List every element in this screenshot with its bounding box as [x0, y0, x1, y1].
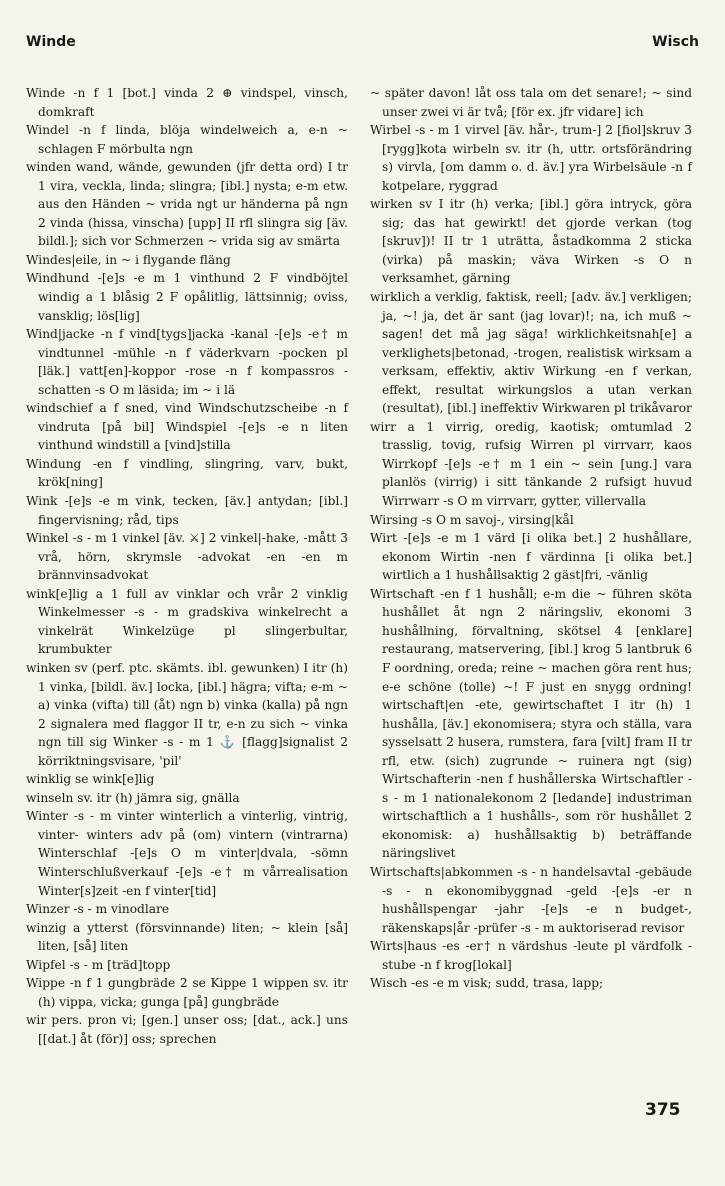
entry: wirken sv I itr (h) verka; [ibl.] göra intryck, göra sig; das hat gewirkt! det gjorde verkan (tog [skruv])! II tr 1 uträtta, åstadkomma 2 sticka (virka) på maskin; väva Wirken -s O n verksamhet, gärning — [370, 197, 692, 286]
entry: Wink -[e]s -e m vink, tecken, [äv.] antydan; [ibl.] fingervisning; råd, tips — [26, 494, 348, 527]
entry: Wippe -n f 1 gungbräde 2 se Kippe 1 wippen sv. itr (h) vippa, vicka; gunga [på] gungbräde — [26, 976, 348, 1009]
entry: Windhund -[e]s -e m 1 vinthund 2 F vindböjtel windig a 1 blåsig 2 F opålitlig, lättsinnig; oviss, vansklig; lös[lig] — [26, 271, 348, 323]
entry: Windung -en f vindling, slingring, varv, bukt, krök[ning] — [26, 456, 348, 490]
entry: Wirts|haus -es -er† n värdshus -leute pl värdfolk -stube -n f krog[lokal] — [370, 939, 692, 972]
entry: winklig se wink[e]lig — [26, 772, 155, 787]
entry: Wirtschafts|abkommen -s - n handelsavtal -gebäude -s - n ekonomibyggnad -geld -[e]s -er n hushållspengar -jahr -[e]s -e n budget-, räkenskaps|år -prüfer -s - m auktoriserad revisor — [370, 864, 692, 935]
entry: wirklich a verklig, faktisk, reell; [adv. äv.] verkligen; ja, ~! ja, det är sant (jag lovar)!; na, ich muß ~ sagen! det må jag säga! wirklichkeitsnah[e] a verklighets|betonad, -trogen, realistisk wirksam a verksam, effektiv, aktiv Wirkung -en f verkan, effekt, resultat wirkungslos a utan verkan (resultat), [ibl.] ineffektiv Wirkwaren pl trikåvaror — [370, 290, 692, 416]
entry: winden wand, wände, gewunden (jfr detta ord) I tr 1 vira, veckla, linda; slingra; [ibl.] nysta; e-m etw. aus den Händen ~ vrida ngt ur händerna på ngn 2 vinda (hissa, vinscha) [upp] II rfl slingra sig [äv. bildl.]; sich vor Schmerzen ~ vrida sig av smärta — [26, 160, 348, 249]
entry: winzig a ytterst (försvinnande) liten; ~ klein [så] liten, [så] liten — [26, 920, 348, 954]
entry: Winkel -s - m 1 vinkel [äv. ⚔] 2 vinkel|-hake, -mått 3 vrå, hörn, skrymsle -advokat -en -en m brännvinsadvokat — [26, 531, 348, 583]
header-last-word: Wisch — [652, 34, 699, 50]
left-column — [26, 84, 348, 1048]
entry: Wirbel -s - m 1 virvel [äv. hår-, trum-] 2 [fiol]skruv 3 [rygg]kota wirbeln sv. itr (h, uttr. ortsförändring s) virvla, [om damm o. d. äv.] yra Wirbelsäule -n f kotpelare, ryggrad — [370, 123, 692, 193]
entry: wir pers. pron vi; [gen.] unser oss; [dat., ack.] uns [[dat.] åt (för)] oss; sprechen — [26, 1013, 348, 1046]
entry: winseln sv. itr (h) jämra sig, gnälla — [26, 790, 240, 805]
entry: Winzer -s - m vinodlare — [26, 902, 170, 917]
entry: Wipfel -s - m [träd]topp — [26, 957, 171, 972]
entry: Wirtschaft -en f 1 hushåll; e-m die ~ führen sköta hushållet åt ngn 2 näringsliv, ekonomi 3 hushållning, förvaltning, skötsel 4 [enklare] restaurang, matservering, [ibl.] krog 5 lantbruk 6 F oordning, oreda; reine ~ machen göra rent hus; e-e schöne (tolle) ~! F just en snygg ordning! wirtschaft|en -ete, gewirtschaftet I itr (h) 1 hushålla, [äv.] ekonomisera; styra och ställa, vara sysselsatt 2 husera, rumstera, fara [vilt] fram II tr rfl, etw. (sich) zugrunde ~ ruinera ngt (sig) Wirtschafterin -nen f hushållerska Wirtschaftler -s - m 1 nationalekonom 2 [ledande] industriman wirtschaftlich a 1 hushålls-, som rör hushållet 2 ekonomisk: a) hushållsaktig b) beträffande näringslivet — [370, 586, 692, 861]
right-column — [370, 84, 692, 993]
entry: wink[e]lig a 1 full av vinklar och vrår 2 vinklig Winkelmesser -s - m gradskiva winkelrecht a vinkelrät Winkelzüge pl slingerbultar, krumbukter — [26, 586, 348, 657]
entry: Winde -n f 1 [bot.] vinda 2 ⊕ vindspel, vinsch, domkraft — [26, 86, 348, 119]
entry: Windes|eile, in ~ i flygande fläng — [26, 252, 231, 267]
entry: windschief a f sned, vind Windschutzscheibe -n f vindruta [på bil] Windspiel -[e]s -e n liten vinthund windstill a [vind]stilla — [26, 401, 348, 453]
page-number: 375 — [645, 1100, 681, 1120]
page-header — [26, 34, 699, 58]
entry: Winter -s - m vinter winterlich a vinterlig, vintrig, vinter- winters adv på (om) vintern (vintrarna) Winterschlaf -[e]s O m vinter|dvala, -sömn Winterschlußverkauf -[e]s -e† m vårrealisation Winter[s]zeit -en f vinter[tid] — [26, 809, 348, 898]
entry: Wind|jacke -n f vind[tygs]jacka -kanal -[e]s -e† m vindtunnel -mühle -n f väderkvarn -pocken pl [läk.] vatt[en]-koppor -rose -n f kompassros -schatten -s O m läsida; im ~ i lä — [26, 327, 348, 397]
entry: Wirsing -s O m savoj-, virsing|kål — [370, 512, 574, 527]
entry: wirr a 1 virrig, oredig, kaotisk; omtumlad 2 trasslig, tovig, rufsig Wirren pl virrvarr, kaos Wirrkopf -[e]s -e† m 1 ein ~ sein [ung.] vara planlös (virrig) i sitt tänkande 2 rufsigt huvud Wirrwarr -s O m virrvarr, gytter, villervalla — [370, 419, 692, 509]
entry: Wisch -es -e m visk; sudd, trasa, lapp; — [370, 976, 604, 991]
entry: Windel -n f linda, blöja windelweich a, e-n ~ schlagen F mörbulta ngn — [26, 123, 348, 156]
header-first-word: Winde — [26, 34, 76, 50]
entry: Wirt -[e]s -e m 1 värd [i olika bet.] 2 hushållare, ekonom Wirtin -nen f värdinna [i olika bet.] wirtlich a 1 hushållsaktig 2 gäst|fri, -vänlig — [370, 531, 692, 583]
entry: winken sv (perf. ptc. skämts. ibl. gewunken) I itr (h) 1 vinka, [bildl. äv.] locka, [ibl.] hägra; vifta; e-m ~ a) vinka (vifta) till (åt) ngn b) vinka (kalla) på ngn 2 signalera med flaggor II tr, e-n zu sich ~ vinka ngn till sig Winker -s - m 1 ⚓ [flagg]signalist 2 körriktningsvisare, 'pil' — [26, 660, 348, 768]
entry: ~ später davon! låt oss tala om det senare!; ~ sind unser zwei vi är två; [för ex. jfr vidare] ich — [370, 86, 692, 119]
